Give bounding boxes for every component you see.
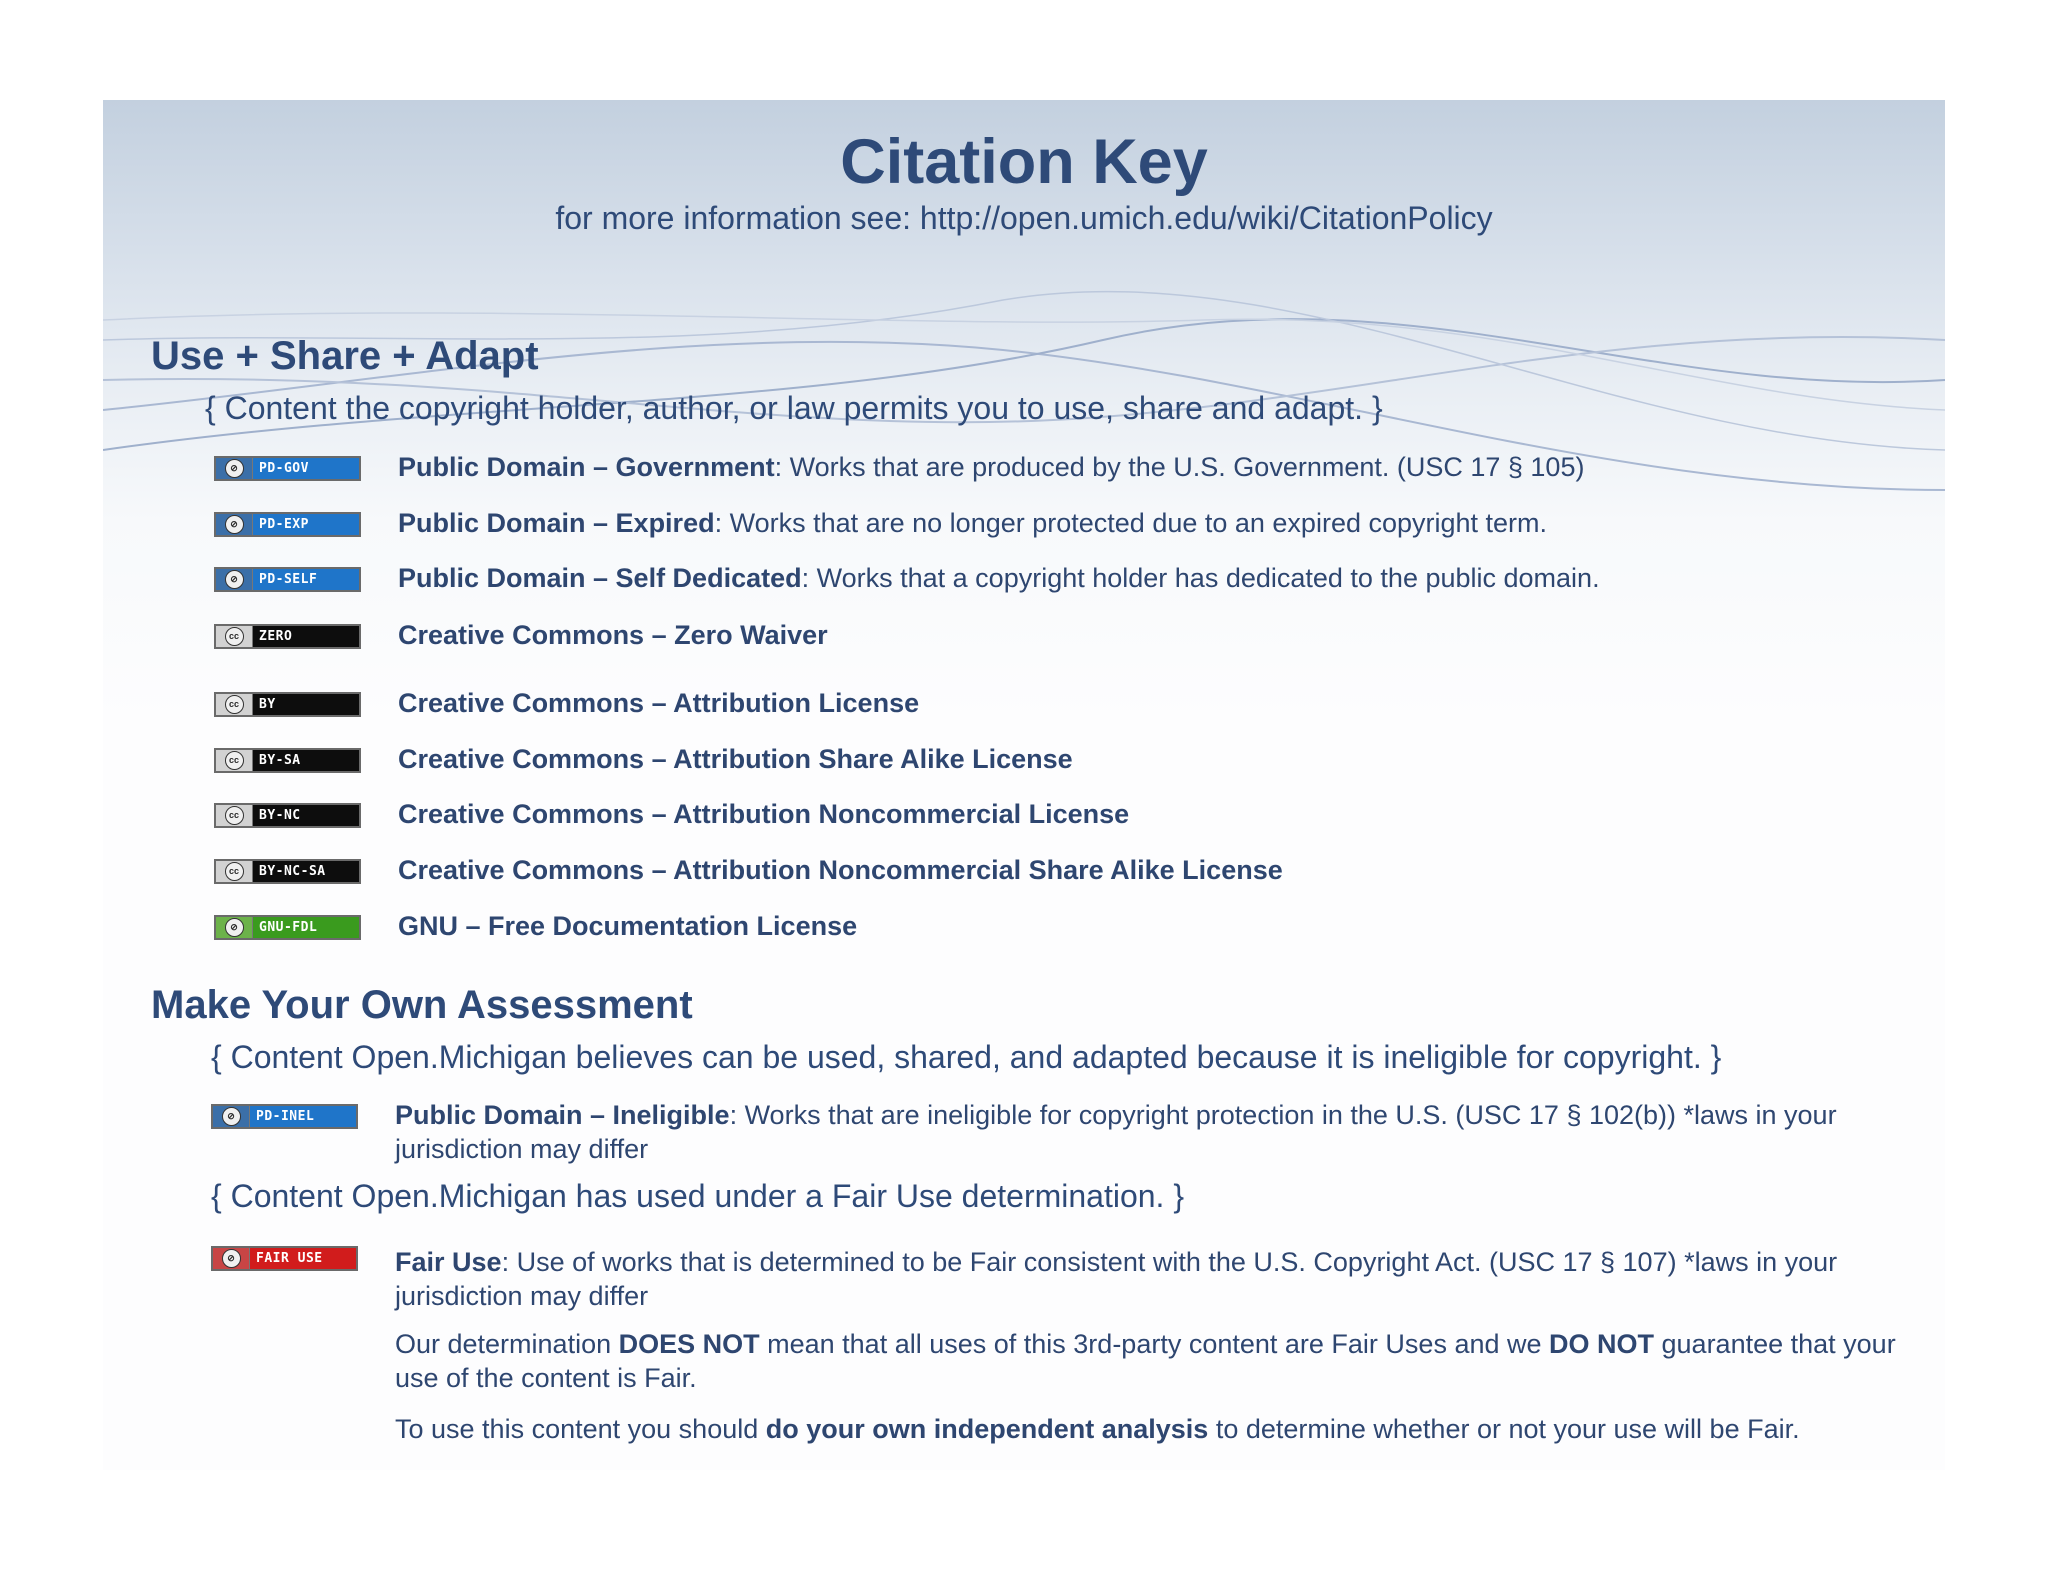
- page-title: Citation Key: [840, 127, 1208, 197]
- section-description: { Content the copyright holder, author, or law permits you to use, share and adapt. }: [205, 390, 1383, 426]
- creative-commons-icon: cc: [216, 805, 253, 826]
- license-item: [398, 561, 1918, 595]
- public-domain-icon: ⊘: [216, 514, 253, 535]
- creative-commons-icon: cc: [216, 861, 253, 882]
- license-badge-zero: cc ZERO: [214, 624, 361, 649]
- license-name: Creative Commons – Attribution Share Alike License: [398, 744, 1073, 774]
- license-name: Creative Commons – Attribution Noncommercial Share Alike License: [398, 855, 1283, 885]
- section-heading-assessment: Make Your Own Assessment: [151, 983, 693, 1027]
- license-name: GNU – Free Documentation License: [398, 911, 858, 941]
- determination-paragraph: Our determination DOES NOT mean that all uses of this 3rd-party content are Fair Uses and we DO NOT guarantee that your use of the content is Fair.: [395, 1329, 1896, 1393]
- license-desc: : Works that are no longer protected due to an expired copyright term.: [714, 508, 1548, 538]
- license-badge-by: cc BY: [214, 692, 361, 717]
- license-name: Public Domain – Self Dedicated: [398, 563, 802, 593]
- license-badge-pd-exp: ⊘ PD-EXP: [214, 512, 361, 537]
- license-item: [398, 686, 1918, 720]
- fair-use-icon: ⊘: [213, 1248, 250, 1269]
- license-name: Public Domain – Expired: [398, 508, 715, 538]
- public-domain-icon: ⊘: [213, 1106, 250, 1127]
- page-subtitle: for more information see: http://open.umich.edu/wiki/CitationPolicy: [555, 200, 1493, 236]
- public-domain-icon: ⊘: [216, 569, 253, 590]
- license-description: Public Domain – Ineligible: Works that are ineligible for copyright protection in the U.S. (USC 17 § 102(b)) *laws in your jurisdiction may differ: [395, 1100, 1837, 1164]
- license-item: [398, 797, 1918, 831]
- license-badge-pd-gov: ⊘ PD-GOV: [214, 456, 361, 481]
- license-badge-pd-self: ⊘ PD-SELF: [214, 567, 361, 592]
- license-desc: : Works that a copyright holder has dedicated to the public domain.: [801, 563, 1600, 593]
- license-name: Creative Commons – Attribution License: [398, 688, 920, 718]
- license-item: [398, 853, 1918, 887]
- citation-key-slide: [103, 100, 1945, 1470]
- creative-commons-icon: cc: [216, 626, 253, 647]
- license-badge-by-nc: cc BY-NC: [214, 803, 361, 828]
- license-item: [398, 450, 1918, 484]
- license-item: [398, 506, 1918, 540]
- license-name: Creative Commons – Attribution Noncommercial License: [398, 799, 1130, 829]
- creative-commons-icon: cc: [216, 694, 253, 715]
- license-badge-fair-use: ⊘ FAIR USE: [211, 1246, 358, 1271]
- license-item: [398, 618, 1918, 652]
- license-badge-by-sa: cc BY-SA: [214, 748, 361, 773]
- license-name: Public Domain – Government: [398, 452, 775, 482]
- gnu-icon: ⊘: [216, 917, 253, 938]
- license-badge-gnu-fdl: ⊘ GNU-FDL: [214, 915, 361, 940]
- creative-commons-icon: cc: [216, 750, 253, 771]
- license-badge-pd-inel: ⊘ PD-INEL: [211, 1104, 358, 1129]
- license-item: [398, 909, 1918, 943]
- section-description-ineligible: { Content Open.Michigan believes can be used, shared, and adapted because it is ineligible for copyright. }: [211, 1039, 1722, 1075]
- license-item: [398, 742, 1918, 776]
- fair-use-description: Fair Use: Use of works that is determined to be Fair consistent with the U.S. Copyright Act. (USC 17 § 107) *laws in your jurisdiction may differ: [395, 1247, 1838, 1311]
- license-desc: : Works that are produced by the U.S. Government. (USC 17 § 105): [774, 452, 1585, 482]
- section-description-fair-use: { Content Open.Michigan has used under a Fair Use determination. }: [211, 1178, 1185, 1214]
- analysis-paragraph: To use this content you should do your own independent analysis to determine whether or not your use will be Fair.: [395, 1414, 1800, 1444]
- section-heading-use-share-adapt: Use + Share + Adapt: [151, 334, 539, 378]
- license-badge-by-nc-sa: cc BY-NC-SA: [214, 859, 361, 884]
- public-domain-icon: ⊘: [216, 458, 253, 479]
- license-name: Creative Commons – Zero Waiver: [398, 620, 828, 650]
